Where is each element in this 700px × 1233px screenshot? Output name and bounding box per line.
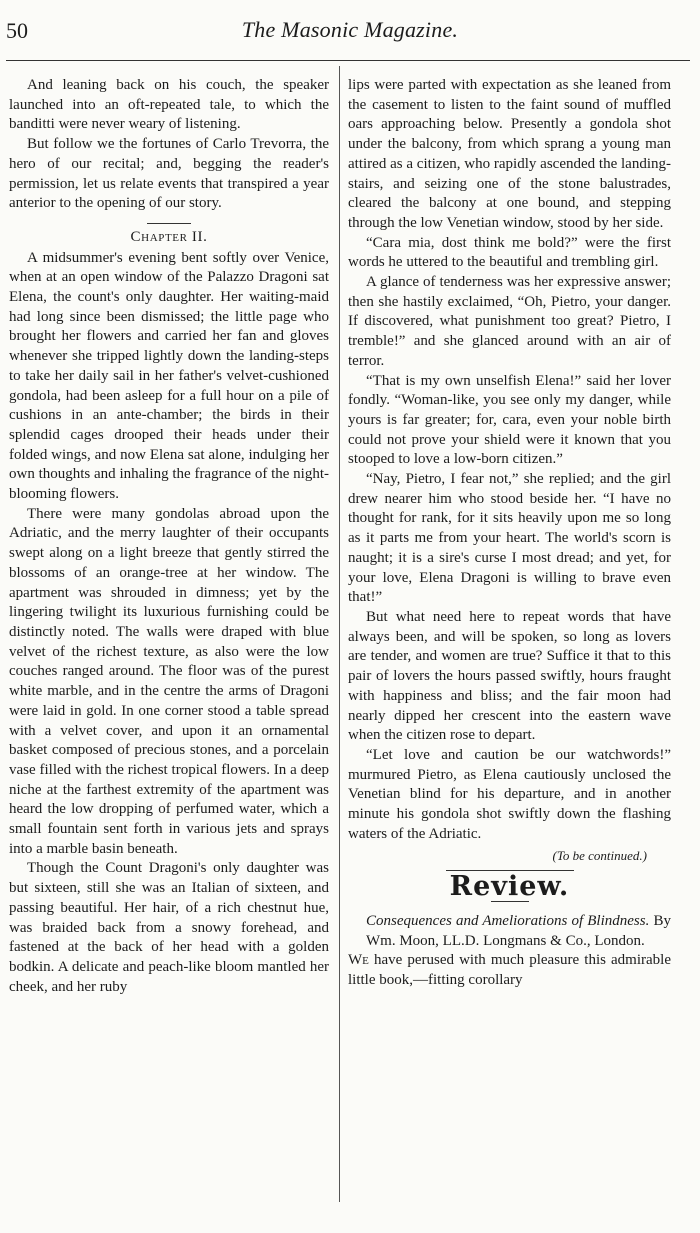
right-column — [348, 76, 671, 991]
column-divider — [339, 66, 340, 1202]
page-header — [0, 14, 700, 54]
review-text: have perused with much pleasure this admirable little book,—fitting corollary — [348, 952, 671, 988]
paragraph: “Let love and caution be our watchwords!” murmured Pietro, as Elena cautiously unclosed the Venetian blind for his departure, and in another minute his gondola shot swiftly down the flashing waters of the Adriatic. — [348, 746, 671, 842]
book-details: By Wm. Moon, LL.D. Longmans & Co., London. — [366, 912, 671, 949]
paragraph: There were many gondolas abroad upon the Adriatic, and the merry laughter of their occupants swept along on a light breeze that gently stirred the blossoms of an orange-tree at her window. The apartment was shrouded in dimness; yet by the lingering twilight its luxurious furnishing could be distinctly noted. The walls were draped with blue velvet of the richest texture, as also were the low couches ranged around. The floor was of the purest white marble, and in the centre the arms of Dragoni were laid in gold. In one corner stood a table spread with a velvet cover, and upon it an ornamental basket composed of precious stones, and a porcelain vase filled with the richest tropical flowers. In a deep niche at the farthest extremity of the apartment was heard the low dropping of perfumed water, which a small fountain sent forth in various jets and sprays into a marble basin beneath. — [9, 505, 329, 857]
header-rule — [6, 60, 690, 61]
left-column — [9, 76, 329, 997]
chapter-rule — [147, 223, 191, 224]
review-paragraph — [348, 951, 671, 990]
paragraph: But follow we the fortunes of Carlo Trevorra, the hero of our recital; and, begging the reader's permission, let us relate events that transpired a year anterior to the opening of our story. — [9, 136, 329, 212]
book-entry — [348, 912, 671, 951]
running-title: The Masonic Magazine. — [241, 17, 459, 42]
book-title: Consequences and Ameliorations of Blindness. — [366, 912, 650, 929]
review-heading: Review. — [449, 871, 570, 903]
paragraph-continuation: lips were parted with expectation as she leaned from the casement to listen to the faint sound of muffled oars approaching below. Presently a gondola shot under the balcony, from which sprang a young man attired as a citizen, who rapidly ascended the landing-stairs, and seizing one of the stone balustrades, cleared the balcony at one bound, and stepping through the low Venetian window, stood by her side. — [348, 77, 671, 231]
to-be-continued-note: (To be continued.) — [552, 848, 647, 864]
review-first-word: We — [348, 952, 369, 969]
paragraph: “Cara mia, dost think me bold?” were the first words he uttered to the beautiful and trembling girl. — [348, 234, 671, 271]
paragraph: And leaning back on his couch, the speaker launched into an oft-repeated tale, to which the banditti were never weary of listening. — [9, 77, 329, 133]
page-number: 50 — [6, 18, 28, 43]
paragraph: Though the Count Dragoni's only daughter was but sixteen, still she was an Italian of sixteen, and passing beautiful. Her hair, of a rich chestnut hue, was braided back from a snowy forehead, and fastened at the back of her head with a golden bodkin. A delicate and peach-like bloom mantled her cheek, and her ruby — [9, 860, 329, 995]
paragraph: A midsummer's evening bent softly over Venice, when at an open window of the Palazzo Dragoni sat Elena, the count's only daughter. Her waiting-maid had long since been dismissed; the little page who brought her flowers and carried her fan and gloves whenever she tripped lightly down the landing-steps to take her daily sail in her father's velvet-cushioned gondola, had been asleep for a full hour on a pile of cushions in an ante-chamber; the birds in their splendid cages drooped their heads under their folded wings, and now Elena sat alone, indulging her own thoughts and inhaling the fragrance of the night-blooming flowers. — [9, 249, 329, 503]
paragraph: A glance of tenderness was her expressive answer; then she hastily exclaimed, “Oh, Pietro, your danger. If discovered, what punishment too great? Pietro, I tremble!” and she glanced around with an air of terror. — [348, 274, 671, 369]
chapter-heading: Chapter II. — [130, 228, 208, 245]
paragraph: “Nay, Pietro, I fear not,” she replied; and the girl drew nearer him who stood beside her. “I have no thought for rank, for it sits heavily upon me so long as it parts me from your heart. The world's scorn is naught; it is a sire's curse I most dread; and yet, for your love, Elena Dragoni is willing to brave even that!” — [348, 471, 671, 606]
paragraph: “That is my own unselfish Elena!” said her lover fondly. “Woman-like, you see only my danger, while yours is far greater; for, cara, even your noble birth could not prove your shield were it known that you stooped to love a low-born citizen.” — [348, 372, 671, 468]
paragraph: But what need here to repeat words that have always been, and will be spoken, so long as lovers are tender, and women are true? Suffice it that to this pair of lovers the hours passed swiftly, hours fraught with happiness and bliss; and the fair moon had nearly dipped her crescent into the eastern wave when the citizen rose to depart. — [348, 608, 671, 744]
